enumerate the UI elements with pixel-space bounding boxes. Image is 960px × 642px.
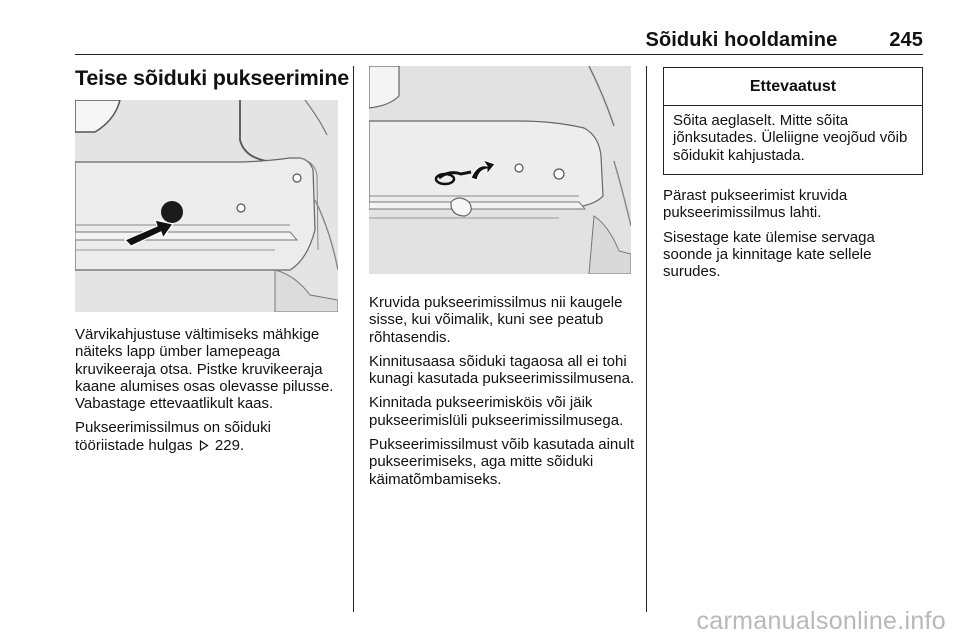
column-divider-right [646, 66, 647, 612]
section-heading: Teise sõiduki pukseerimine [75, 66, 350, 90]
reference-page: 229. [214, 436, 245, 454]
left-column-text [75, 326, 343, 461]
right-column-text [663, 187, 925, 287]
illustration-towing-eye [369, 66, 631, 274]
paragraph-text: Pukseerimissilmus on sõiduki tööriistade hulgas [75, 419, 271, 454]
reference-arrow-icon [199, 440, 209, 451]
illustration-cover-removal [75, 100, 338, 312]
paragraph: Värvikahjustuse vältimiseks mähkige näiteks lapp ümber lamepeaga kruvikeeraja otsa. Pistke kruvikeeraja kaane alumises osas olevasse pilusse. Vabastage ettevaatlikult kaas. [75, 326, 334, 413]
paragraph: Pukseerimissilmust võib kasutada ainult pukseerimiseks, aga mitte sõiduki käimatõmbamiseks. [369, 436, 635, 488]
paragraph-with-reference [75, 419, 343, 454]
paragraph: Pärast pukseerimist kruvida pukseerimissilmus lahti. [663, 187, 848, 222]
paragraph: Kruvida pukseerimissilmus nii kaugele sisse, kui võimalik, kuni see peatub rõhtasendis. [369, 294, 623, 346]
paragraph: Kinnitada pukseerimisköis või jäik pukseerimislüli pukseerimissilmusega. [369, 394, 624, 429]
middle-column-text [369, 294, 637, 495]
caution-text: Sõita aeglaselt. Mitte sõita jõnksutades. Üleliigne veojõud võib sõidukit kahjustada. [673, 112, 908, 164]
caution-title: Ettevaatust [664, 68, 922, 106]
paragraph: Kinnitusaasa sõiduki tagaosa all ei tohi kunagi kasutada pukseerimissilmusena. [369, 352, 635, 388]
watermark-link[interactable]: carmanualsonline.info [696, 607, 946, 635]
page-header [75, 26, 923, 55]
page-number: 245 [889, 29, 923, 51]
paragraph: Sisestage kate ülemise servaga soonde ja kinnitage kate sellele surudes. [663, 228, 875, 281]
bumper-cover-illustration [75, 100, 338, 312]
section-title: Sõiduki hooldamine [645, 29, 838, 51]
column-divider-left [353, 66, 354, 612]
caution-box [663, 67, 923, 175]
towing-eye-illustration [369, 66, 631, 274]
